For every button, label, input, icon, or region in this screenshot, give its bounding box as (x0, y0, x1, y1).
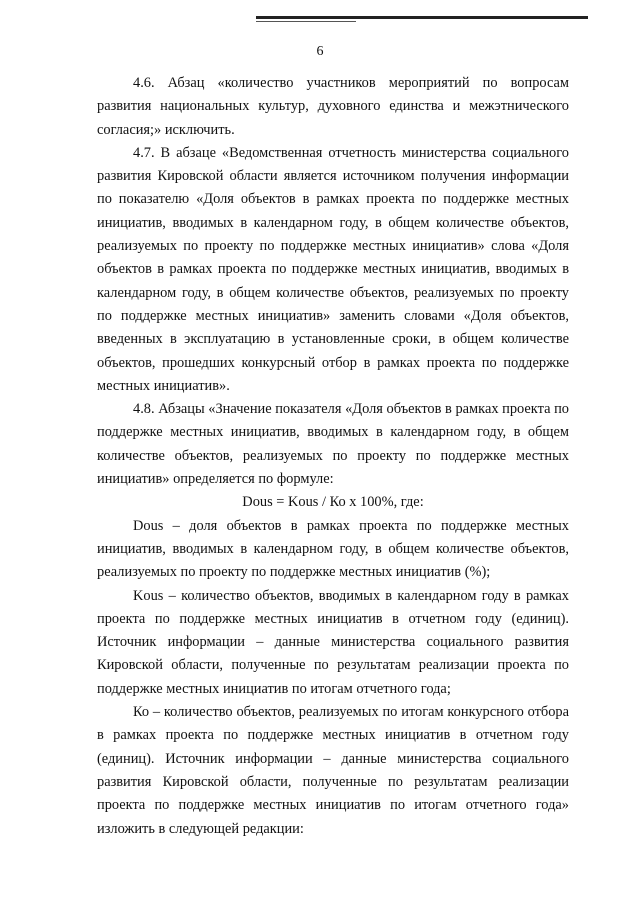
definition-kous: Kous – количество объектов, вводимых в календарном году в рамках проекта по поддержке местных инициатив в отчетном году (единиц). Источник информации – данные министерства социального развития Кировской области, полученные по результатам реализации проекта по поддержке местных инициатив по итогам отчетного года; (97, 587, 569, 697)
definition-dous: Dous – доля объектов в рамках проекта по поддержке местных инициатив, вводимых в календарном году, в общем количестве объектов, реализуемых по проекту по поддержке местных инициатив (%); (97, 517, 569, 581)
definition-ko: Ко – количество объектов, реализуемых по итогам конкурсного отбора в рамках проекта по поддержке местных инициатив в отчетном году (единиц). Источник информации – данные министерства социального развития Кировской области, полученные по результатам реализации проекта по поддержке местных инициатив по итогам отчетного года» изложить в следующей редакции: (97, 704, 569, 837)
header-rule (256, 16, 588, 19)
paragraph-4-6: 4.6. Абзац «количество участников мероприятий по вопросам развития национальных культур, духовного единства и межэтнического согласия;» исключить. (97, 75, 569, 138)
paragraph-4-8: 4.8. Абзацы «Значение показателя «Доля объектов в рамках проекта по поддержке местных инициатив, вводимых в календарном году, в общем количестве объектов, реализуемых по проекту по поддержке местных инициатив» определяется по формуле: (97, 401, 569, 488)
document-body (97, 72, 569, 841)
page-number: 6 (316, 44, 324, 59)
formula: Dous = Kous / Ко х 100%, где: (242, 494, 424, 511)
paragraph-4-7: 4.7. В абзаце «Ведомственная отчетность министерства социального развития Кировской области является источником получения информации по показателю «Доля объектов в рамках проекта по поддержке местных инициатив, вводимых в календарном году, в общем количестве объектов, реализуемых по проекту по поддержке местных инициатив» слова «Доля объектов в рамках проекта по поддержке местных инициатив, вводимых в календарном году, в общем количестве объектов, реализуемых по проекту по поддержке местных инициатив» заменить словами «Доля объектов, введенных в эксплуатацию в установленные сроки, в общем количестве объектов, прошедших конкурсный отбор в рамках проекта по поддержке местных инициатив». (97, 144, 569, 394)
header-rule-thin (256, 21, 356, 22)
